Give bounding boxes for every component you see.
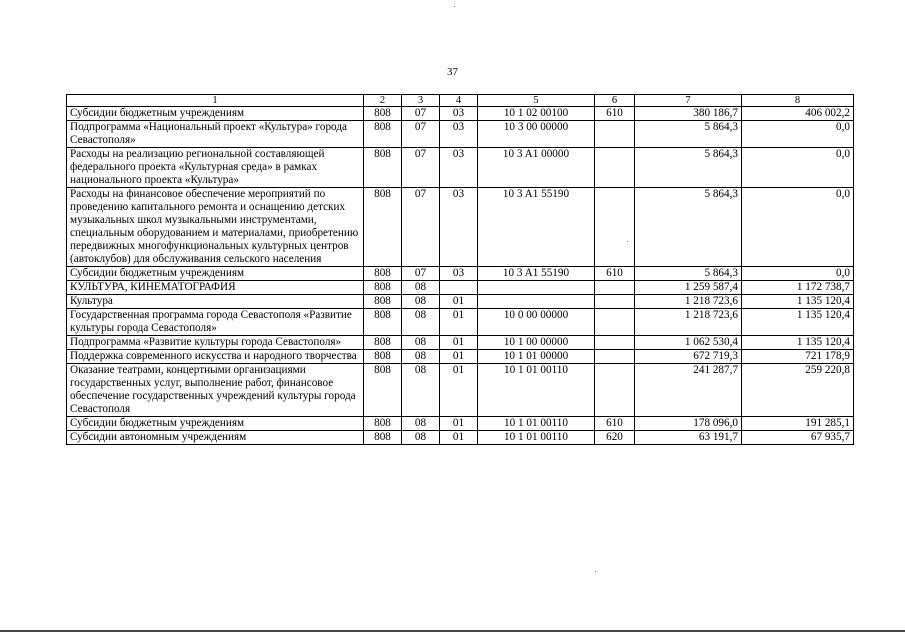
cell-amount-7: 1 218 723,6 — [635, 295, 742, 309]
cell-target-article: 10 1 01 00110 — [478, 431, 595, 445]
cell-target-article: 10 1 02 00100 — [478, 107, 595, 121]
cell-section: 07 — [402, 188, 440, 267]
cell-amount-8: 0,0 — [742, 148, 854, 188]
table-row — [67, 267, 854, 281]
row-name: Субсидии бюджетным учреждениям — [67, 267, 364, 281]
cell-amount-8: 721 178,9 — [742, 350, 854, 364]
cell-target-article: 10 3 A1 55190 — [478, 267, 595, 281]
column-header: 8 — [742, 95, 854, 107]
cell-amount-8: 0,0 — [742, 267, 854, 281]
table-row — [67, 417, 854, 431]
cell-gryadm: 808 — [364, 309, 402, 336]
row-name: Поддержка современного искусства и народного творчества — [67, 350, 364, 364]
cell-section: 08 — [402, 281, 440, 295]
cell-gryadm: 808 — [364, 336, 402, 350]
cell-expense-type — [595, 121, 635, 148]
column-header: 2 — [364, 95, 402, 107]
cell-target-article: 10 1 01 00110 — [478, 417, 595, 431]
cell-amount-7: 672 719,3 — [635, 350, 742, 364]
cell-amount-7: 1 218 723,6 — [635, 309, 742, 336]
cell-expense-type — [595, 364, 635, 417]
cell-subsection: 01 — [440, 417, 478, 431]
cell-gryadm: 808 — [364, 267, 402, 281]
cell-amount-7: 1 062 530,4 — [635, 336, 742, 350]
cell-amount-8: 1 135 120,4 — [742, 336, 854, 350]
cell-target-article — [478, 295, 595, 309]
cell-subsection — [440, 281, 478, 295]
scan-speck — [454, 6, 455, 7]
cell-expense-type — [595, 309, 635, 336]
cell-section: 07 — [402, 148, 440, 188]
cell-expense-type: 620 — [595, 431, 635, 445]
cell-amount-7: 178 096,0 — [635, 417, 742, 431]
table-row — [67, 309, 854, 336]
cell-gryadm: 808 — [364, 148, 402, 188]
cell-expense-type — [595, 188, 635, 267]
cell-section: 08 — [402, 431, 440, 445]
cell-target-article: 10 0 00 00000 — [478, 309, 595, 336]
cell-gryadm: 808 — [364, 350, 402, 364]
cell-subsection: 03 — [440, 121, 478, 148]
table-row — [67, 336, 854, 350]
cell-subsection: 03 — [440, 267, 478, 281]
cell-amount-8: 0,0 — [742, 121, 854, 148]
cell-amount-8: 1 172 738,7 — [742, 281, 854, 295]
cell-target-article: 10 1 01 00000 — [478, 350, 595, 364]
cell-amount-7: 5 864,3 — [635, 188, 742, 267]
page-number: 37 — [447, 66, 458, 78]
table-row — [67, 431, 854, 445]
cell-expense-type — [595, 350, 635, 364]
scan-speck — [595, 571, 596, 572]
row-name: Подпрограмма «Национальный проект «Культура» города Севастополя» — [67, 121, 364, 148]
cell-gryadm: 808 — [364, 417, 402, 431]
scan-speck — [627, 241, 628, 242]
cell-amount-7: 5 864,3 — [635, 148, 742, 188]
cell-amount-8: 1 135 120,4 — [742, 295, 854, 309]
cell-gryadm: 808 — [364, 295, 402, 309]
cell-amount-7: 5 864,3 — [635, 121, 742, 148]
cell-expense-type — [595, 281, 635, 295]
row-name: Государственная программа города Севастополя «Развитие культуры города Севастополя» — [67, 309, 364, 336]
cell-subsection: 03 — [440, 107, 478, 121]
cell-gryadm: 808 — [364, 188, 402, 267]
cell-section: 07 — [402, 107, 440, 121]
column-header: 1 — [67, 95, 364, 107]
cell-subsection: 01 — [440, 350, 478, 364]
cell-amount-8: 1 135 120,4 — [742, 309, 854, 336]
cell-section: 08 — [402, 336, 440, 350]
cell-amount-8: 406 002,2 — [742, 107, 854, 121]
cell-gryadm: 808 — [364, 121, 402, 148]
table-row — [67, 107, 854, 121]
cell-amount-8: 0,0 — [742, 188, 854, 267]
row-name: Оказание театрами, концертными организациями государственных услуг, выполнение работ, финансовое обеспечение государственных учреждений культуры города Севастополя — [67, 364, 364, 417]
cell-section: 08 — [402, 295, 440, 309]
cell-gryadm: 808 — [364, 281, 402, 295]
table-header-row — [67, 95, 854, 107]
cell-section: 07 — [402, 121, 440, 148]
cell-target-article: 10 3 A1 00000 — [478, 148, 595, 188]
cell-amount-8: 67 935,7 — [742, 431, 854, 445]
cell-subsection: 01 — [440, 336, 478, 350]
cell-section: 08 — [402, 350, 440, 364]
cell-gryadm: 808 — [364, 364, 402, 417]
cell-section: 07 — [402, 267, 440, 281]
cell-target-article: 10 3 00 00000 — [478, 121, 595, 148]
cell-gryadm: 808 — [364, 431, 402, 445]
cell-expense-type: 610 — [595, 417, 635, 431]
cell-subsection: 01 — [440, 295, 478, 309]
row-name: Расходы на финансовое обеспечение мероприятий по проведению капитального ремонта и оснащению детских музыкальных школ музыкальными инструментами, специальным оборудованием и материалами, приобретению передвижных многофункциональных культурных центров (автоклубов) для обслуживания сельского населения — [67, 188, 364, 267]
table-row — [67, 350, 854, 364]
table-body — [67, 107, 854, 445]
table-row — [67, 295, 854, 309]
cell-amount-8: 191 285,1 — [742, 417, 854, 431]
table-row — [67, 188, 854, 267]
cell-expense-type: 610 — [595, 267, 635, 281]
cell-expense-type — [595, 295, 635, 309]
row-name: Субсидии бюджетным учреждениям — [67, 107, 364, 121]
column-header: 5 — [478, 95, 595, 107]
cell-subsection: 03 — [440, 148, 478, 188]
cell-subsection: 01 — [440, 309, 478, 336]
row-name: Субсидии автономным учреждениям — [67, 431, 364, 445]
cell-subsection: 01 — [440, 364, 478, 417]
row-name: Субсидии бюджетным учреждениям — [67, 417, 364, 431]
cell-expense-type — [595, 336, 635, 350]
column-header: 6 — [595, 95, 635, 107]
cell-subsection: 03 — [440, 188, 478, 267]
cell-target-article: 10 1 01 00110 — [478, 364, 595, 417]
cell-section: 08 — [402, 364, 440, 417]
cell-subsection: 01 — [440, 431, 478, 445]
column-header: 7 — [635, 95, 742, 107]
column-header: 4 — [440, 95, 478, 107]
cell-amount-7: 241 287,7 — [635, 364, 742, 417]
table-row — [67, 364, 854, 417]
scan-edge — [0, 630, 905, 632]
row-name: Расходы на реализацию региональной составляющей федерального проекта «Культурная среда» в рамках национального проекта «Культура» — [67, 148, 364, 188]
cell-amount-7: 63 191,7 — [635, 431, 742, 445]
row-name: Культура — [67, 295, 364, 309]
cell-amount-8: 259 220,8 — [742, 364, 854, 417]
cell-expense-type — [595, 148, 635, 188]
budget-table — [66, 94, 854, 445]
cell-amount-7: 5 864,3 — [635, 267, 742, 281]
cell-target-article: 10 1 00 00000 — [478, 336, 595, 350]
table-row — [67, 121, 854, 148]
cell-gryadm: 808 — [364, 107, 402, 121]
cell-amount-7: 1 259 587,4 — [635, 281, 742, 295]
row-name: Подпрограмма «Развитие культуры города Севастополя» — [67, 336, 364, 350]
cell-target-article: 10 3 A1 55190 — [478, 188, 595, 267]
cell-section: 08 — [402, 309, 440, 336]
column-header: 3 — [402, 95, 440, 107]
table-row — [67, 281, 854, 295]
cell-amount-7: 380 186,7 — [635, 107, 742, 121]
table-row — [67, 148, 854, 188]
cell-section: 08 — [402, 417, 440, 431]
cell-target-article — [478, 281, 595, 295]
row-name: КУЛЬТУРА, КИНЕМАТОГРАФИЯ — [67, 281, 364, 295]
cell-expense-type: 610 — [595, 107, 635, 121]
